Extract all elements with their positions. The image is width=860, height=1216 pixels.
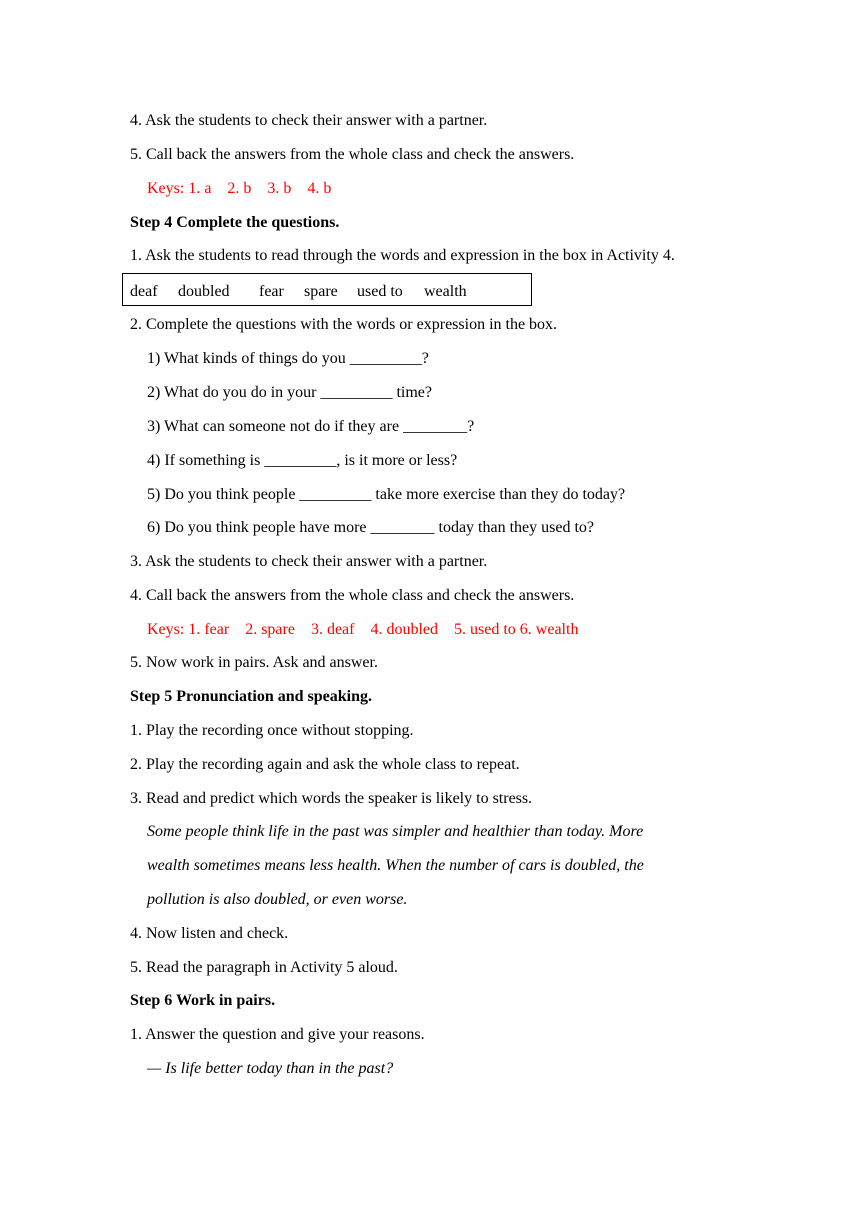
- step5-instruction-4: 4. Now listen and check.: [130, 925, 289, 942]
- stress-paragraph-line-3: pollution is also doubled, or even worse.: [147, 891, 408, 908]
- word-box: [122, 273, 532, 306]
- step5-instruction-1: 1. Play the recording once without stopping.: [130, 722, 414, 739]
- step6-instruction-1: 1. Answer the question and give your reasons.: [130, 1026, 425, 1043]
- step5-instruction-3: 3. Read and predict which words the speaker is likely to stress.: [130, 790, 533, 807]
- word-box-item: fear: [259, 283, 284, 300]
- stress-paragraph-line-1: Some people think life in the past was simpler and healthier than today. More: [147, 823, 644, 840]
- word-box-item: used to: [357, 283, 403, 300]
- step4-instruction-1: 1. Ask the students to read through the words and expression in the box in Activity 4.: [130, 247, 675, 264]
- question-2: 2) What do you do in your _________ time?: [147, 384, 432, 401]
- step3-instruction-4: 4. Ask the students to check their answer with a partner.: [130, 112, 488, 129]
- step3-instruction-5: 5. Call back the answers from the whole class and check the answers.: [130, 146, 575, 163]
- word-box-item: spare: [304, 283, 338, 300]
- question-3: 3) What can someone not do if they are ________?: [147, 418, 475, 435]
- word-box-item: wealth: [424, 283, 467, 300]
- question-1: 1) What kinds of things do you _________?: [147, 350, 429, 367]
- question-5: 5) Do you think people _________ take more exercise than they do today?: [147, 486, 626, 503]
- question-4: 4) If something is _________, is it more or less?: [147, 452, 458, 469]
- step4-answer-keys: Keys: 1. fear 2. spare 3. deaf 4. doubled 5. used to 6. wealth: [147, 621, 579, 638]
- step4-instruction-3: 3. Ask the students to check their answer with a partner.: [130, 553, 488, 570]
- step4-instruction-4: 4. Call back the answers from the whole class and check the answers.: [130, 587, 575, 604]
- step5-heading: Step 5 Pronunciation and speaking.: [130, 688, 372, 705]
- step4-heading: Step 4 Complete the questions.: [130, 214, 340, 231]
- step4-instruction-5: 5. Now work in pairs. Ask and answer.: [130, 654, 378, 671]
- question-6: 6) Do you think people have more ________ today than they used to?: [147, 519, 595, 536]
- word-box-item: deaf: [130, 283, 158, 300]
- step5-instruction-5: 5. Read the paragraph in Activity 5 aloud.: [130, 959, 398, 976]
- word-box-item: doubled: [178, 283, 230, 300]
- step4-instruction-2: 2. Complete the questions with the words or expression in the box.: [130, 316, 558, 333]
- stress-paragraph-line-2: wealth sometimes means less health. When the number of cars is doubled, the: [147, 857, 644, 874]
- step3-answer-keys: Keys: 1. a 2. b 3. b 4. b: [147, 180, 332, 197]
- step6-heading: Step 6 Work in pairs.: [130, 992, 276, 1009]
- discussion-question: — Is life better today than in the past?: [147, 1060, 394, 1077]
- step5-instruction-2: 2. Play the recording again and ask the whole class to repeat.: [130, 756, 520, 773]
